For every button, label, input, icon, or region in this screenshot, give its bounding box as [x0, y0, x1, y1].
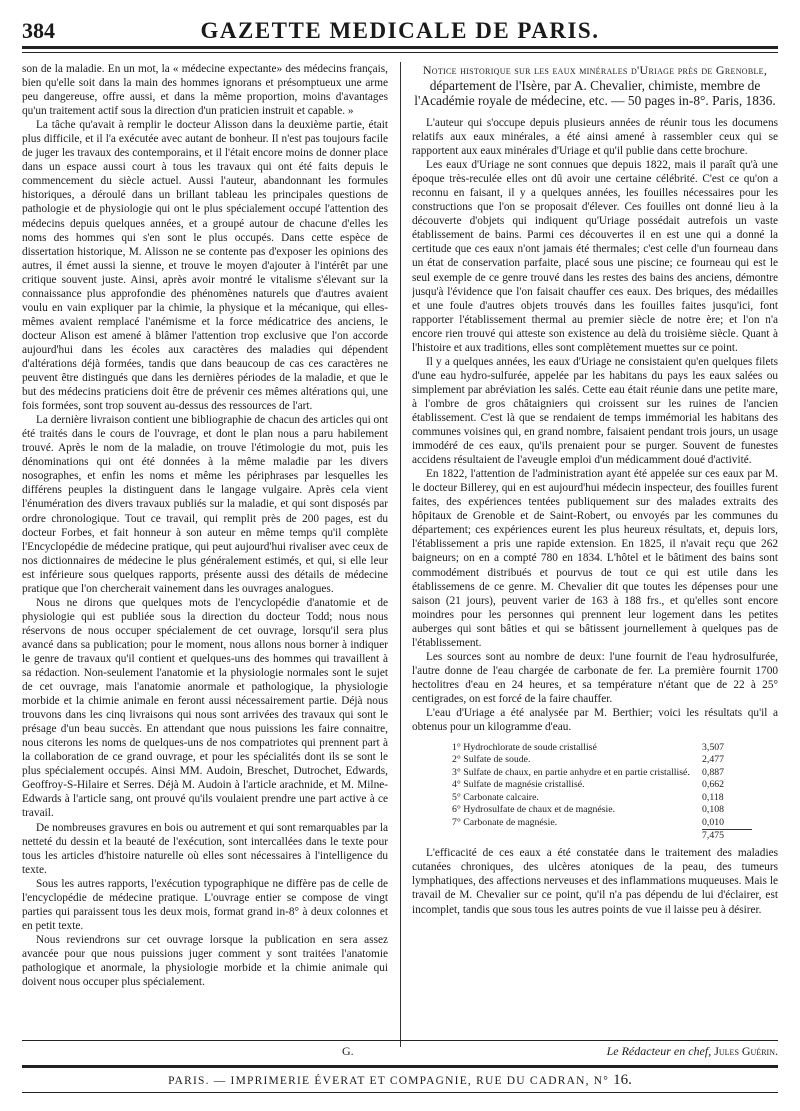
journal-title: GAZETTE MEDICALE DE PARIS.	[200, 18, 600, 43]
analysis-value: 0,887	[702, 766, 725, 778]
right-paragraph: L'eau d'Uriage a été analysée par M. Berthier; voici les résultats qu'il a obtenus pour un kilogramme d'eau.	[412, 706, 778, 734]
editor-name: Jules Guérin.	[714, 1044, 778, 1058]
header-rule-thick	[22, 46, 778, 49]
analysis-value: 0,010	[702, 816, 725, 828]
column-divider	[400, 62, 401, 1047]
analysis-value: 0,108	[702, 804, 725, 816]
editor-label: Le Rédacteur en chef,	[606, 1044, 712, 1058]
left-paragraph: Sous les autres rapports, l'exécution typographique ne diffère pas de celle de l'encyclopédie de médecine pratique. L'ouvrage entier se compose de vingt parties qui paraissent tous les deux mois, format grand in-8° à deux colonnes et en petit texte.	[22, 877, 388, 932]
notice-heading	[412, 62, 778, 108]
analysis-row	[452, 754, 752, 766]
footer-rule-thin	[22, 1092, 778, 1093]
left-paragraph: Nous ne dirons que quelques mots de l'encyclopédie d'anatomie et de physiologie qui est publiée sous la direction du docteur Todd; nous nous réservons de nous occuper spécialement de cet ouvrage, lorsqu'il sera plus avancé dans sa publication; pour le moment, nous allons nous borner à indiquer le genre de travaux qu'il contient et quelques-uns des hommes qui travaillent à sa rédaction. Non-seulement l'anatomie et la physiologie normales sont le sujet de cet ouvrage, mais l'anatomie anormale et pathologique, la physiologie morbide et la chimie animale en feront aussi nécessairement partie. Déjà nous trouvons dans les cinq livraisons qui nous sont arrivées des travaux qui sont le présage d'un beau succès. En attendant que nous puissions les faire connaitre, nous citerons les noms de quelques-uns de nos compatriotes qui prennent part à la collaboration de ce grand ouvrage, et pour les spécialités dont ils se sont le plus spécialement occupés. Ainsi MM. Audoin, Breschet, Dutrochet, Edwards, Geoffroy-S-Hilaire et Serres. Déjà M. Audoin à l'article arachnide, et M. Milne-Edwards à l'article sang, ont prouvé qu'ils voulaient prendre une part active à ce travail.	[22, 596, 388, 820]
notice-heading-smallcaps: Notice historique sur les eaux minérales d'Uriage près de Grenoble,	[422, 63, 768, 77]
analysis-compound: 1° Hydrochlorate de soude cristallisé	[452, 742, 597, 754]
analysis-value: 0,118	[702, 791, 724, 803]
left-paragraph: De nombreuses gravures en bois ou autrement et qui sont remarquables par la netteté du dessin et la beauté de l'exécution, sont intercallées dans le texte pour tous les articles d'histoire naturelle où elles sont nécessaires à l'intelligence du texte.	[22, 821, 388, 876]
left-paragraph: Nous reviendrons sur cet ouvrage lorsque la publication en sera assez avancée pour que nous puissions juger comment y sont traitées l'anatomie pathologique et anormale, la physiologie morbide et la chimie animale qui doivent nous occuper plus spécialement.	[22, 933, 388, 989]
analysis-row	[452, 817, 752, 830]
signature-line	[22, 1044, 778, 1062]
analysis-value: 2,477	[702, 754, 725, 766]
right-paragraph: Les sources sont au nombre de deux: l'une fournit de l'eau hydrosulfurée, l'autre donne de l'eau chargée de carbonate de fer. La première fournit 1700 hectolitres d'eau en 24 heures, et sa température n'étant que de 22 à 25° centigrades, on est forcé de la faire chauffer.	[412, 650, 778, 705]
header-rule-thin	[22, 52, 778, 53]
left-paragraph: La dernière livraison contient une bibliographie de chacun des articles qui ont été traités dans le cours de l'ouvrage, et dont le plan nous a paru habilement trouvé. Après le nom de la maladie, on trouve l'étimologie du mot, puis les dénominations qui ont été données à la même maladie par les divers nosographes, et enfin les noms et même les périphrases par lesquelles les différens peuples la distinguent dans le langage vulgaire. Après cela vient l'énumération des divers travaux publiés sur la maladie, et qui sont disposés par ordre chronologique. Tout ce travail, qui remplit près de 200 pages, est du docteur Forbes, et fait honneur à son auteur en même temps qu'il complète l'Encyclopédie de médecine pratique, qui peut aujourd'hui rivaliser avec ceux de nos dictionnaires de médecine le plus généralement estimés, et qui, si elle leur est inférieure sous quelques rapports, présente aussi des détails de médecine pratique que l'on chercherait vainement dans les ouvrages analogues.	[22, 414, 388, 595]
analysis-compound: 7° Carbonate de magnésie.	[452, 816, 558, 828]
right-paragraph: Les eaux d'Uriage ne sont connues que depuis 1822, mais il paraît qu'à une époque très-reculée elles ont dû avoir une certaine célébrité. C'est ce qu'on a reconnu en faisant, il y a quelques années, les fouilles nécessaires pour les constructions que l'on se proposait d'élever. Ces fouilles ont donné lieu à la découverte d'objets qui indiquent qu'Uriage possédait autrefois un vaste établissement de bains. Parmi ces découvertes il en est une qui a donné la certitude que ces eaux n'ont jamais été thermales; c'est celle d'un fourneau dans un état de conservation parfaite, placé sous une piscine; ce fourneau qui est le seul exemple de ce genre trouvé dans les restes des bains des anciens, démontre jusqu'à l'évidence que l'on faisait chauffer ces eaux. Des briques, des médailles et une foule d'autres objets trouvés dans les fouilles faites jusqu'ici, font rapporter l'établissement thermal au premier siècle de notre ère; et l'on n'a encore rien trouvé qui atteste son existence au delà du troisième siècle. Quant à l'histoire et aux traditions, elles sont complètement muettes sur ce point.	[412, 159, 778, 354]
right-paragraph: Il y a quelques années, les eaux d'Uriage ne consistaient qu'en quelques filets d'une eau hydro-sulfurée, appelée par les habitans du pays les eaux salées ou simplement par abréviation les salés. Cette eau était réunie dans une petite mare, à l'ombre de gros châtaigniers qui croissent sur les ruines de l'ancien établissement. C'est là que se rendaient de temps immémorial les habitans des communes voisines qui, en grand nombre, faisaient pendant trois jours, un usage immodéré de ces eaux, qu'ils prenaient pour se purger. Souvent de funestes accidens résultaient de l'aveugle emploi d'un médicamment doué d'activité.	[412, 355, 778, 467]
analysis-compound: 5° Carbonate calcaire.	[452, 791, 539, 803]
right-column	[412, 62, 778, 1047]
right-paragraph: L'efficacité de ces eaux a été constatée dans le traitement des maladies cutanées chroniques, des ulcères atoniques de la peau, des tumeurs lymphatiques, des affections nerveuses et des inflammations muqueuses. Mais le travail de M. Chevalier sur ce point, qu'il n'a pas dépendu de lui d'éclairer, est incomplet, tandis que sous tous les autres points de vue il laisse peu à désirer.	[412, 847, 778, 916]
editor-credit	[607, 1044, 778, 1059]
analysis-value: 0,662	[702, 779, 725, 791]
footer-rule-thick	[22, 1065, 778, 1068]
imprint-footer	[22, 1072, 778, 1092]
left-paragraph: son de la maladie. En un mot, la « médecine expectante» des médecins français, bien qu'elle soit dans la main des hommes ignorans et présomptueux une arme peu dangereuse, offre aussi, et dans la même proportion, moins d'avantages qu'un traitement actif sous la direction d'un praticien instruit et capable. »	[22, 63, 388, 118]
analysis-total: 7,475	[702, 829, 752, 842]
analysis-table	[452, 742, 752, 842]
analysis-row	[452, 792, 752, 804]
notice-heading-rest: département de l'Isère, par A. Chevalier, chimiste, membre de l'Académie royale de médecine, etc. — 50 pages in-8°. Paris, 1836.	[414, 78, 776, 108]
analysis-compound: 2° Sulfate de soude.	[452, 754, 531, 766]
analysis-compound: 4° Sulfate de magnésie cristallisé.	[452, 779, 585, 791]
left-column	[22, 62, 388, 1047]
analysis-row	[452, 779, 752, 791]
analysis-total-row	[452, 829, 752, 842]
article-initial: G.	[342, 1044, 354, 1058]
imprint-text: PARIS. — IMPRIMERIE ÉVERAT ET COMPAGNIE, RUE DU CADRAN, N°	[168, 1075, 610, 1087]
signature-rule	[22, 1040, 778, 1041]
left-paragraph: La tâche qu'avait à remplir le docteur Alisson dans la deuxième partie, était plus difficile, et il l'a exécutée avec autant de bonheur. Il n'est pas toujours facile de juger les travaux des contemporains, et il l'était encore moins de donner place dans un espace aussi court à tous les travaux qui ont été faits depuis le commencement du siècle actuel. Aussi l'auteur, abandonnant les formules historiques, a déroulé dans un brillant tableau les principales questions de pathologie et de physiologie qui ont le plus spécialement occupé l'attention des médecins depuis quelques années, et a groupé autour de chacune d'elles les noms des hommes qui s'en sont le plus occupés. Dans cette espèce de dissertation historique, M. Alisson ne se contente pas d'exposer les opinions des autres, il émet aussi la sienne, et trouve le moyen d'ajouter à l'intérêt par une critique souvent juste. Ainsi, après avoir montré le vitalisme s'élevant sur la connaissance plus approfondie des phénomènes naturels que d'autres avaient voulu en vain expliquer par la chimie, la physique et la mécanique, qui elles-mêmes avaient remplacé l'anémisme et la force médicatrice des anciens, le docteur Alison est amené à blâmer l'attention trop exclusive que l'on accorde aujourd'hui dans les écoles aux caractères des maladies qui dépendent d'altérations déjà formées, tandis que dans beaucoup de cas ces caractères ne peuvent être distingués que dans les dernières périodes de la maladie, et que le but des médecins praticiens doit être de prévenir ces mêmes altérations qui, une fois formées, sont trop souvent au-dessus des ressources de l'art.	[22, 119, 388, 413]
analysis-row	[452, 804, 752, 816]
right-paragraph: L'auteur qui s'occupe depuis plusieurs années de réunir tous les documens relatifs aux eaux minérales, a été ainsi amené à rassembler ceux qui se rapportent aux eaux minérales d'Uriage et qu'il publie dans cette brochure.	[412, 117, 778, 158]
analysis-value: 3,507	[702, 742, 725, 754]
analysis-compound: 6° Hydrosulfate de chaux et de magnésie.	[452, 804, 616, 816]
analysis-compound: 3° Sulfate de chaux, en partie anhydre et en partie cristallisé.	[452, 766, 690, 778]
page-number: 384	[22, 18, 55, 43]
right-paragraph: En 1822, l'attention de l'administration ayant été appelée sur ces eaux par M. le docteur Billerey, qui en est aujourd'hui médecin inspecteur, des fouilles furent faites, des expériences tentées publiquement sur des malades extraits des hôpitaux de Grenoble et de Saint-Robert, ou envoyés par les communes du département; ces expériences eurent les plus heureux résultats, et, depuis lors, l'établissement a pris une rapide extension. En 1825, il n'avait reçu que 262 baigneurs; on en a compté 780 en 1834. L'hôtel et le bâtiment des bains sont commodément distribués et pourvus de tout ce qui est utile dans les établissemens de ce genre. M. Chevalier dit que toutes les dépenses pour une saison (21 jours), peuvent varier de 163 à 188 frs., et qu'elles sont encore moindres pour les personnes qui prennent leur logement dans les petites auberges qui sont bâties et qui se bâtissent journellement à quelques pas de l'établissement.	[412, 468, 778, 649]
analysis-row	[452, 767, 752, 779]
analysis-row	[452, 742, 752, 754]
issue-number: 16.	[613, 1072, 632, 1088]
